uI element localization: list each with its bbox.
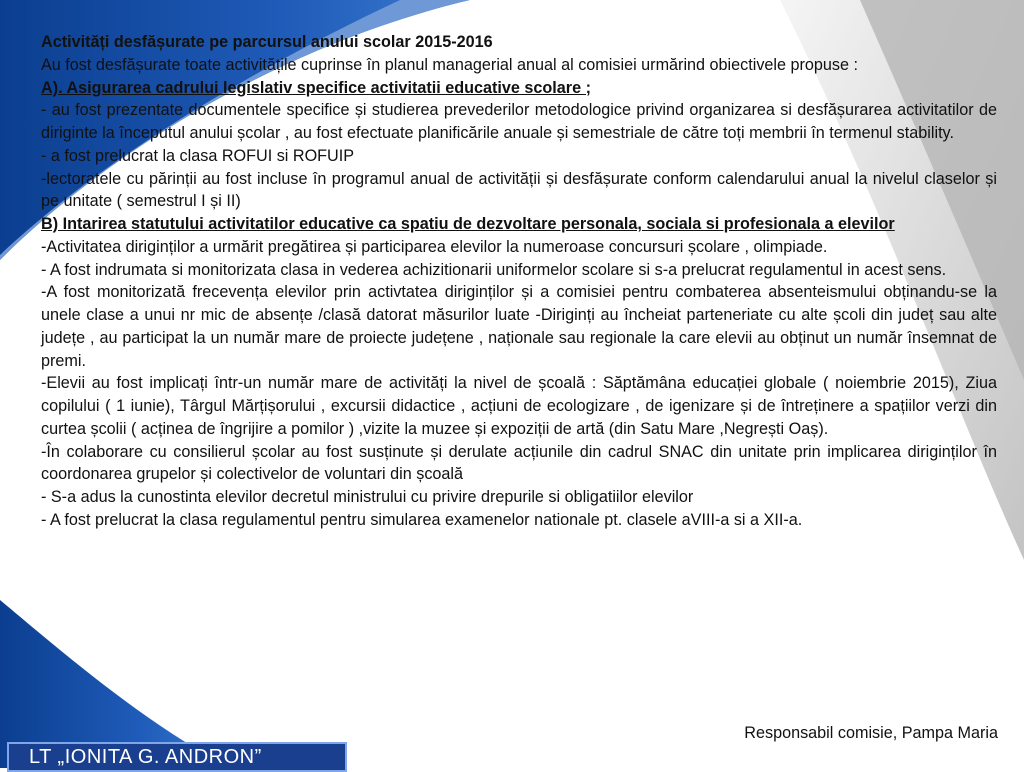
section-a-item-2: - a fost prelucrat la clasa ROFUI si ROFUIP — [41, 146, 355, 165]
document-body — [41, 31, 997, 532]
section-b-item-1: -Activitatea diriginților a urmărit pregătirea și participarea elevilor la numeroase concursuri școlare , olimpiade. — [41, 237, 828, 256]
section-b-item-3: -A fost monitorizată frecevența elevilor prin activtatea diriginților și a comisiei pentru combaterea absenteismului obținandu-se la unele clase a unui nr mic de absențe /clasă datorat măsurilor luate -Diriginți au încheiat parteneriate cu alte școli din județ sau alte județe , au participat la un număr mare de proiecte județene , naționale sau regionale la care elevii au obținut un număr însemnat de premi. — [41, 283, 997, 370]
section-a-item-1: - au fost prezentate documentele specifice și studierea prevederilor metodologice privind organizarea si desfășurarea activitatilor de diriginte la începutul anului școlar , au fost efectuate planificările anuale și semestriale de către toți membrii în termenul stability. — [41, 101, 997, 142]
section-b-item-6: - S-a adus la cunostinta elevilor decretul ministrului cu privire drepurile si obligatiilor elevilor — [41, 488, 694, 506]
section-b-item-7: - A fost prelucrat la clasa regulamentul pentru simularea examenelor nationale pt. clasele aVIII-a si a XII-a. — [41, 510, 803, 529]
document-title: Activități desfășurate pe parcursul anului scolar 2015-2016 — [41, 33, 493, 51]
section-b-item-4: -Elevii au fost implicați într-un număr mare de activități la nivel de școală : Săptămâna educației globale ( noiembrie 2015), Ziua copilului ( 1 iunie), Târgul Mărțișorului , excursii didactice , acțiuni de ecologizare , de igenizare și de întreținere a spațiilor verzi din curtea școlii ( acținea de îngrijire a pomilor ) ,vizite la muzee și expoziții de artă (din Satu Mare ,Negrești Oaș). — [41, 374, 997, 438]
section-b-item-5: -În colaborare cu consilierul școlar au fost susținute și derulate acțiunile din cadrul SNAC din unitate prin implicarea diriginților în coordonarea grupelor și colectivelor de voluntari din școală — [41, 442, 997, 484]
intro-paragraph: Au fost desfășurate toate activitățile cuprinse în planul managerial anual al comisiei urmărind obiectivele propuse : — [41, 55, 859, 74]
section-b-item-2: - A fost indrumata si monitorizata clasa in vederea achizitionarii uniformelor scolare si s-a prelucrat regulamentul in acest sens. — [41, 260, 947, 279]
section-a-heading: A). Asigurarea cadrului legislativ specifice activitatii educative scolare ; — [41, 78, 591, 97]
school-name-footer: LT „IONITA G. ANDRON” — [7, 742, 347, 772]
section-b-heading: B) Intarirea statutului activitatilor educative ca spatiu de dezvoltare personala, sociala si profesionala a elevilor — [41, 215, 895, 233]
signature-line: Responsabil comisie, Pampa Maria — [744, 724, 998, 742]
section-a-item-3: -lectoratele cu părinții au fost incluse în programul anual de activității și desfășurate conform calendarului anual la nivelul claselor și pe unitate ( semestrul I și II) — [41, 169, 997, 211]
